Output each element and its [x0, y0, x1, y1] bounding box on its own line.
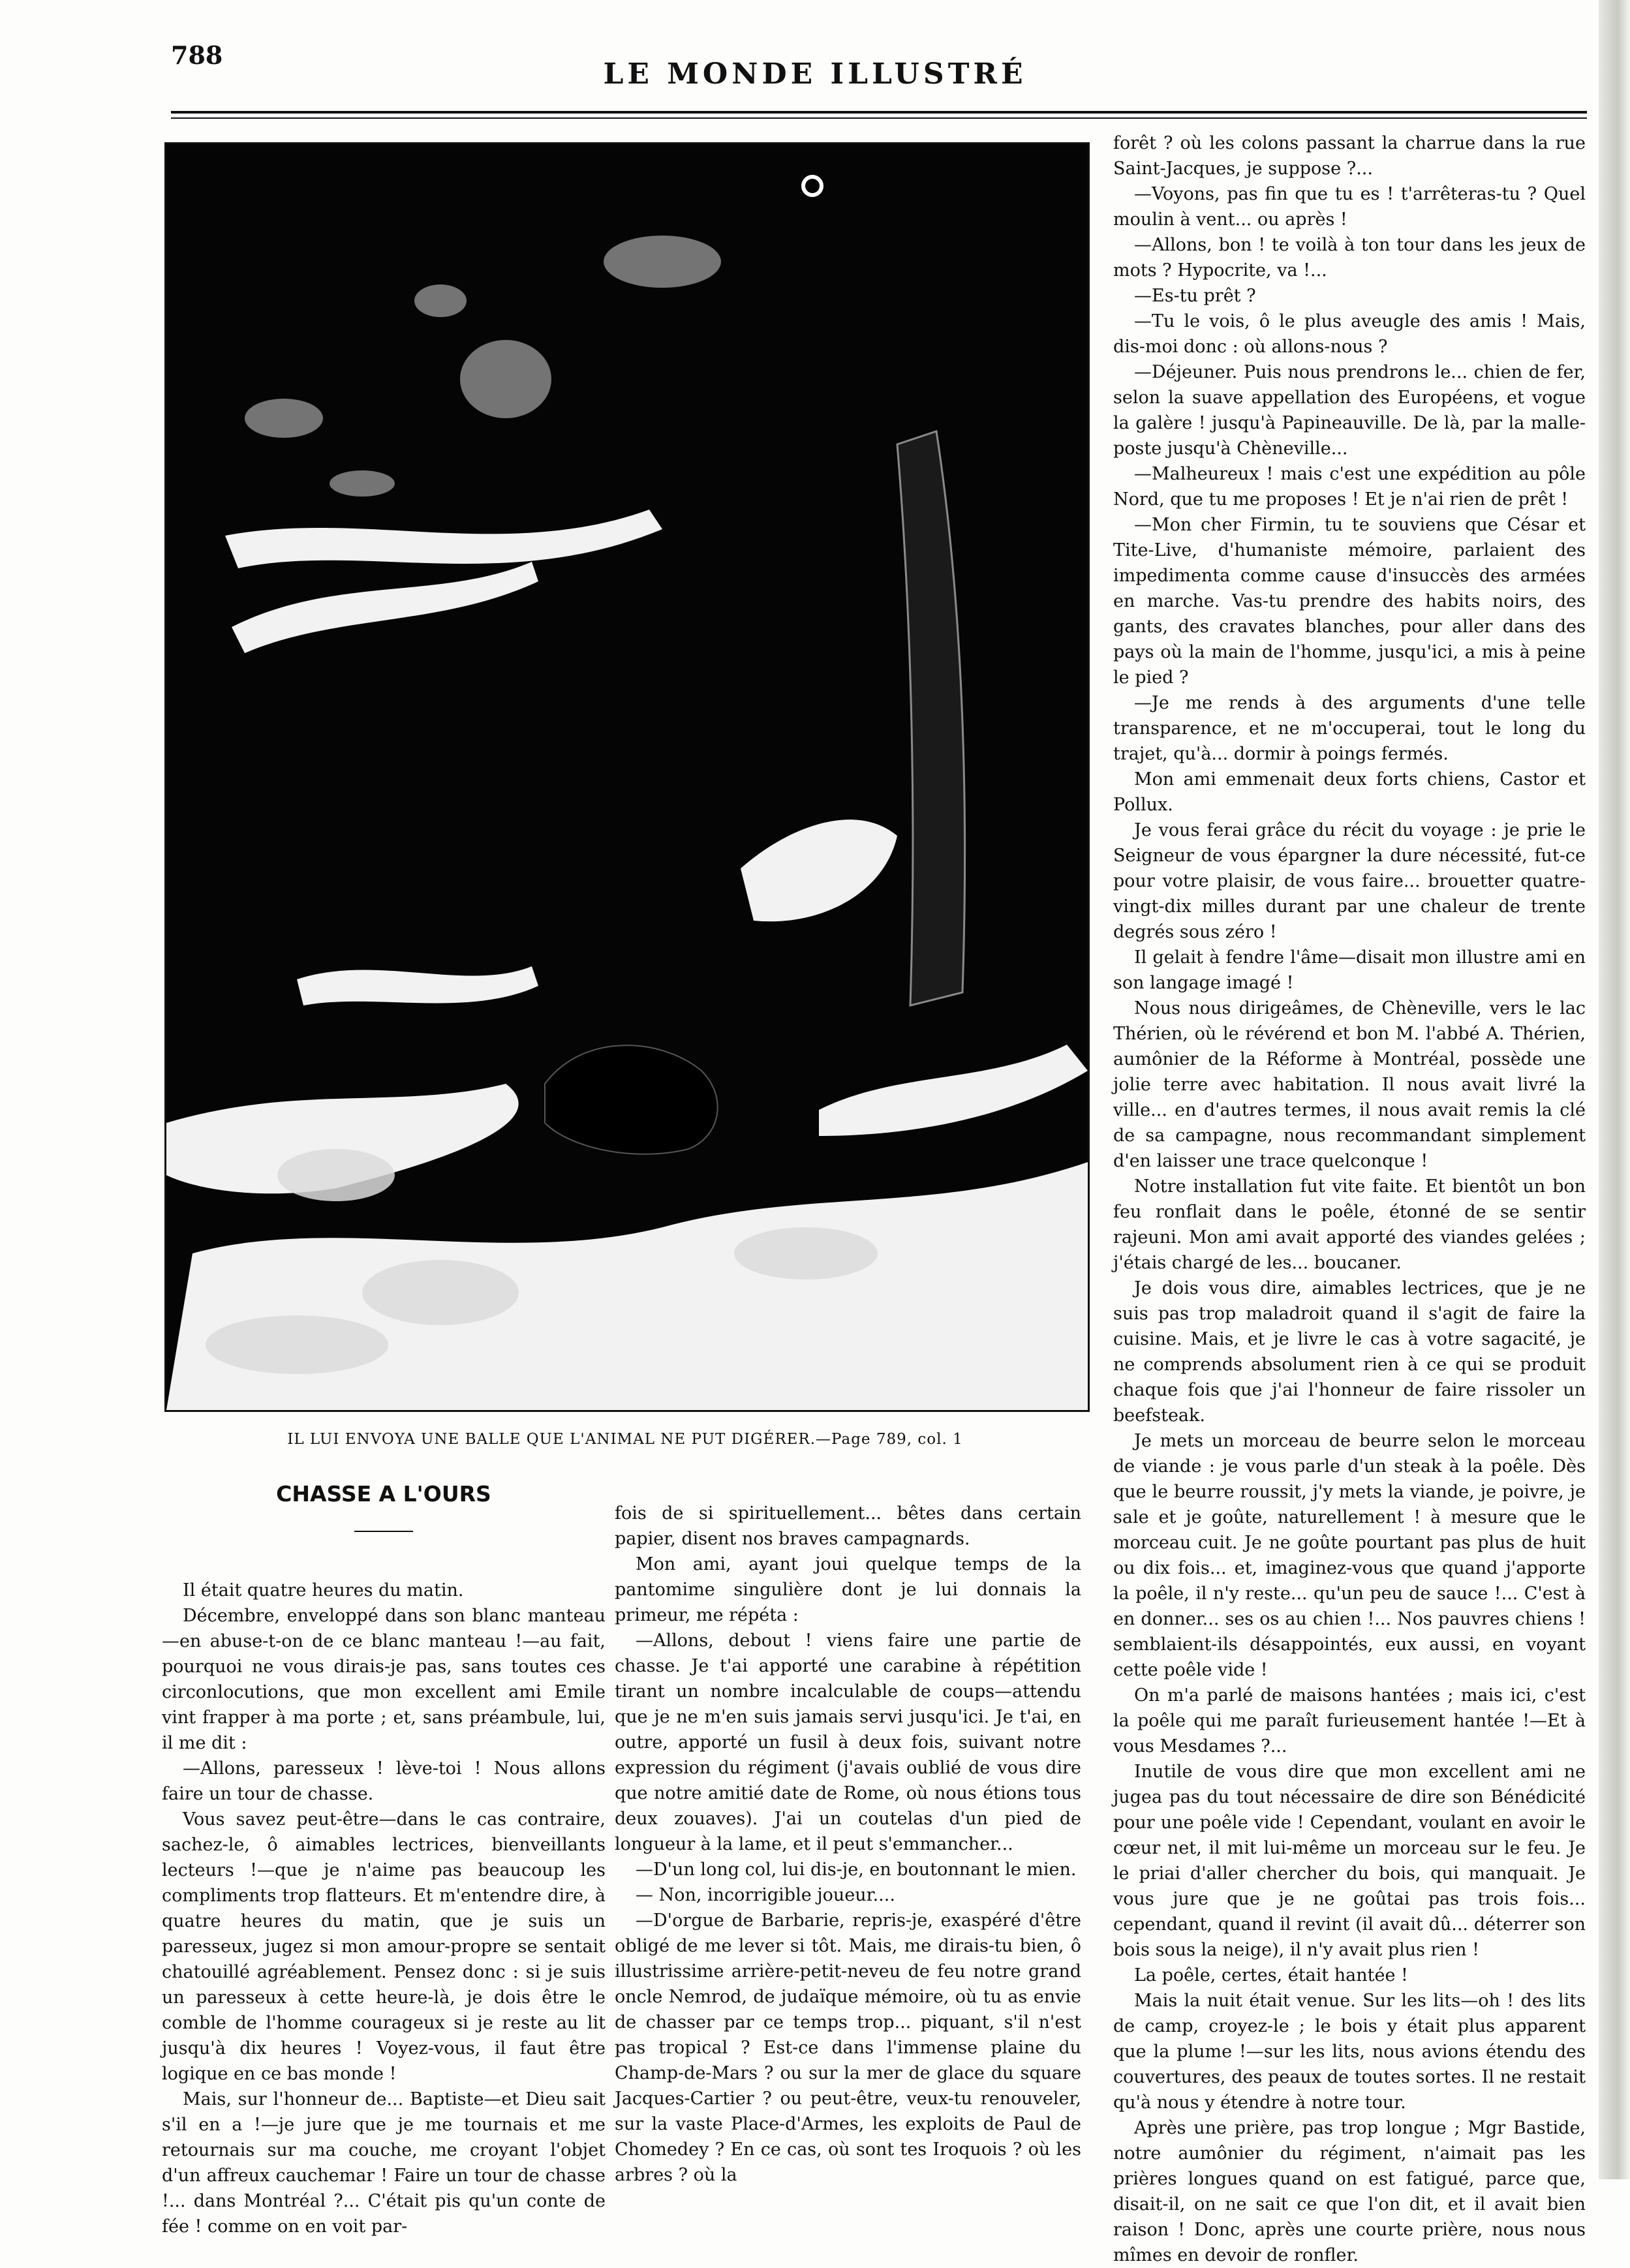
paragraph: forêt ? où les colons passant la charrue dans la rue Saint-Jacques, je suppose ?...: [1113, 133, 1586, 179]
paragraph: Il gelait à fendre l'âme—disait mon illustre ami en son langage imagé !: [1113, 947, 1586, 993]
paragraph: —Es-tu prêt ?: [1134, 286, 1256, 306]
paragraph: Décembre, enveloppé dans son blanc manteau—en abuse-t-on de ce blanc manteau !—au fait, pourquoi ne vous dirais-je pas, sans toutes ces circonlocutions, que mon excellent ami Emile vint frapper à ma porte ; et, sans préambule, lui, il me dit :: [162, 1606, 606, 1753]
paragraph: —Déjeuner. Puis nous prendrons le... chien de fer, selon la suave appellation des Européens, et vogue la galère ! jusqu'à Papineauville. De là, par la malle-poste jusqu'à Chèneville...: [1113, 362, 1586, 459]
paragraph: —Allons, paresseux ! lève-toi ! Nous allons faire un tour de chasse.: [162, 1758, 606, 1804]
column-3: [1113, 130, 1586, 2268]
paragraph: Notre installation fut vite faite. Et bientôt un bon feu ronflait dans le poêle, étonné de se sentir rajeuni. Mon ami avait apporté des viandes gelées ; j'étais chargé de les... boucaner.: [1113, 1176, 1586, 1273]
paragraph: Je dois vous dire, aimables lectrices, que je ne suis pas trop maladroit quand il s'agit de faire la cuisine. Mais, et je livre le cas à votre sagacité, je ne comprends absolument rien à ce qui se produit chaque fois que j'ai l'honneur de faire rissoler un beefsteak.: [1113, 1278, 1586, 1426]
paragraph: —D'orgue de Barbarie, repris-je, exaspéré d'être obligé de me lever si tôt. Mais, me dirais-tu bien, ô illustrissime arrière-petit-neveu de feu notre grand oncle Nemrod, de judaïque mémoire, où tu as envie de chasser par ce temps trop... piquant, s'il n'est pas tropical ? Est-ce dans l'immense plaine du Champ-de-Mars ? ou sur la mer de glace du square Jacques-Cartier ? ou peut-être, veux-tu renouveler, sur la vaste Place-d'Armes, les exploits de Paul de Chomedey ? En ce cas, où sont tes Iroquois ? où les arbres ? où la: [615, 1910, 1081, 2185]
paragraph: —Mon cher Firmin, tu te souviens que César et Tite-Live, d'humaniste mémoire, parlaient des impedimenta comme cause d'insuccès des armées en marche. Vas-tu prendre des habits noirs, des gants, des cravates blanches, pour aller dans des pays où la main de l'homme, jusqu'ici, a mis à peine le pied ?: [1113, 515, 1586, 688]
bear-hunt-engraving: [164, 142, 1090, 1412]
header-rule: [171, 111, 1587, 114]
paragraph: Nous nous dirigeâmes, de Chèneville, vers le lac Thérien, où le révérend et bon M. l'abbé A. Thérien, aumônier de la Réforme à Montréal, possède une jolie terre avec habitation. Il nous avait livré la ville... en d'autres termes, il nous avait remis la clé de sa campagne, nous recommandant simplement d'en laisser une trace quelconque !: [1113, 998, 1586, 1171]
paragraph: Je mets un morceau de beurre selon le morceau de viande : je vous parle d'un steak à la poêle. Dès que le beurre roussit, j'y mets la viande, je poivre, je sale et je goûte, naturellement ! à mesure que le morceau cuit. Je ne goûte pourtant pas plus de huit ou dix fois... et, imaginez-vous que quand j'apporte la poêle, il n'y reste... qu'un peu de sauce !... C'est à en donner... ses os au chien !... Nos pauvres chiens ! semblaient-ils désappointés, eux aussi, en voyant cette poêle vide !: [1113, 1431, 1586, 1680]
page-number: 788: [171, 40, 223, 70]
header-rule-thin: [171, 117, 1587, 119]
paragraph: —Tu le vois, ô le plus aveugle des amis ! Mais, dis-moi donc : où allons-nous ?: [1113, 311, 1586, 357]
paragraph: —Malheureux ! mais c'est une expédition au pôle Nord, que tu me proposes ! Et je n'ai rien de prêt !: [1113, 464, 1586, 510]
paragraph: —Je me rends à des arguments d'une telle transparence, et ne m'occuperai, tout le long du trajet, qu'à... dormir à poings fermés.: [1113, 693, 1586, 764]
paragraph: Après une prière, pas trop longue ; Mgr Bastide, notre aumônier du régiment, n'aimait pas les prières longues quand on est fatigué, parce que, disait-il, on ne sait ce que l'on dit, et il avait bien raison ! Donc, après une courte prière, nous nous mîmes en devoir de ronfler.: [1113, 2118, 1586, 2265]
paragraph: —Voyons, pas fin que tu es ! t'arrêteras-tu ? Quel moulin à vent... ou après !: [1113, 184, 1586, 230]
column-2: [615, 1501, 1081, 2188]
paragraph: Mais la nuit était venue. Sur les lits—oh ! des lits de camp, croyez-le ; le bois y était plus apparent que la plume !—sur les lits, nous avions étendu des couvertures, des peaux de toutes sortes. Il ne restait qu'à nous y étendre à notre tour.: [1113, 1991, 1586, 2113]
paragraph: La poêle, certes, était hantée !: [1134, 1965, 1408, 1985]
paragraph: Vous savez peut-être—dans le cas contraire, sachez-le, ô aimables lectrices, bienveillants lecteurs !—que je n'aime pas beaucoup les compliments trop flatteurs. Et m'entendre dire, à quatre heures du matin, que je suis un paresseux, jugez si mon amour-propre se sentait chatouillé agréablement. Pensez donc : si je suis un paresseux à cette heure-là, je dois être le comble de l'homme courageux si je reste au lit jusqu'à dix heures ! Voyez-vous, il faut être logique en ce bas monde !: [162, 1809, 606, 2084]
paragraph: Il était quatre heures du matin.: [183, 1580, 464, 1601]
column-1: [162, 1481, 606, 2239]
masthead-title: LE MONDE ILLUSTRÉ: [603, 57, 1027, 91]
paragraph: Inutile de vous dire que mon excellent ami ne jugea pas du tout nécessaire de dire son Bénédicité pour une poêle vide ! Cependant, voulant en avoir le cœur net, il mit lui-même un morceau sur le feu. Je le priai d'aller chercher du bois, qui manquait. Je vous jure que je ne goûtai pas trois fois... cependant, quand il revint (il avait dû... déterrer son bois sous la neige), il n'y avait plus rien !: [1113, 1762, 1586, 1960]
binding-gutter: [1599, 0, 1630, 2179]
paragraph: —D'un long col, lui dis-je, en boutonnant le mien.: [636, 1860, 1077, 1880]
paragraph: Mais, sur l'honneur de... Baptiste—et Dieu sait s'il en a !—je jure que je me tournais et me retournais sur ma couche, me croyant l'objet d'un affreux cauchemar ! Faire un tour de chasse !... dans Montréal ?... C'était pis qu'un conte de fée ! comme on en voit par-: [162, 2089, 606, 2237]
paragraph: Mon ami, ayant joui quelque temps de la pantomime singulière dont je lui donnais la primeur, me répéta :: [615, 1554, 1081, 1625]
title-rule: [354, 1531, 413, 1532]
illustration-caption: IL LUI ENVOYA UNE BALLE QUE L'ANIMAL NE PUT DIGÉRER.—Page 789, col. 1: [287, 1431, 963, 1448]
paragraph: —Allons, debout ! viens faire une partie de chasse. Je t'ai apporté une carabine à répétition tirant un nombre incalculable de coups—attendu que je ne m'en suis jamais servi jusqu'ici. Je t'ai, en outre, apporté un fusil à deux fois, suivant notre expression du régiment (j'avais oublié de vous dire que notre amitié date de Rome, où nous étions tous deux zouaves). J'ai un coutelas d'un pied de longueur à la lame, et il peut s'emmancher...: [615, 1631, 1081, 1854]
paragraph: fois de si spirituellement... bêtes dans certain papier, disent nos braves campagnards.: [615, 1503, 1081, 1549]
paragraph: On m'a parlé de maisons hantées ; mais ici, c'est la poêle qui me paraît furieusement hantée !—Et à vous Mesdames ?...: [1113, 1685, 1586, 1756]
paragraph: — Non, incorrigible joueur....: [636, 1885, 895, 1905]
paragraph: Mon ami emmenait deux forts chiens, Castor et Pollux.: [1113, 769, 1586, 815]
paragraph: —Allons, bon ! te voilà à ton tour dans les jeux de mots ? Hypocrite, va !...: [1113, 235, 1586, 281]
article-title: CHASSE A L'OURS: [276, 1481, 491, 1507]
paragraph: Je vous ferai grâce du récit du voyage : je prie le Seigneur de vous épargner la dure nécessité, fut-ce pour votre plaisir, de vous faire... brouetter quatre-vingt-dix milles durant par une chaleur de trente degrés sous zéro !: [1113, 820, 1586, 942]
